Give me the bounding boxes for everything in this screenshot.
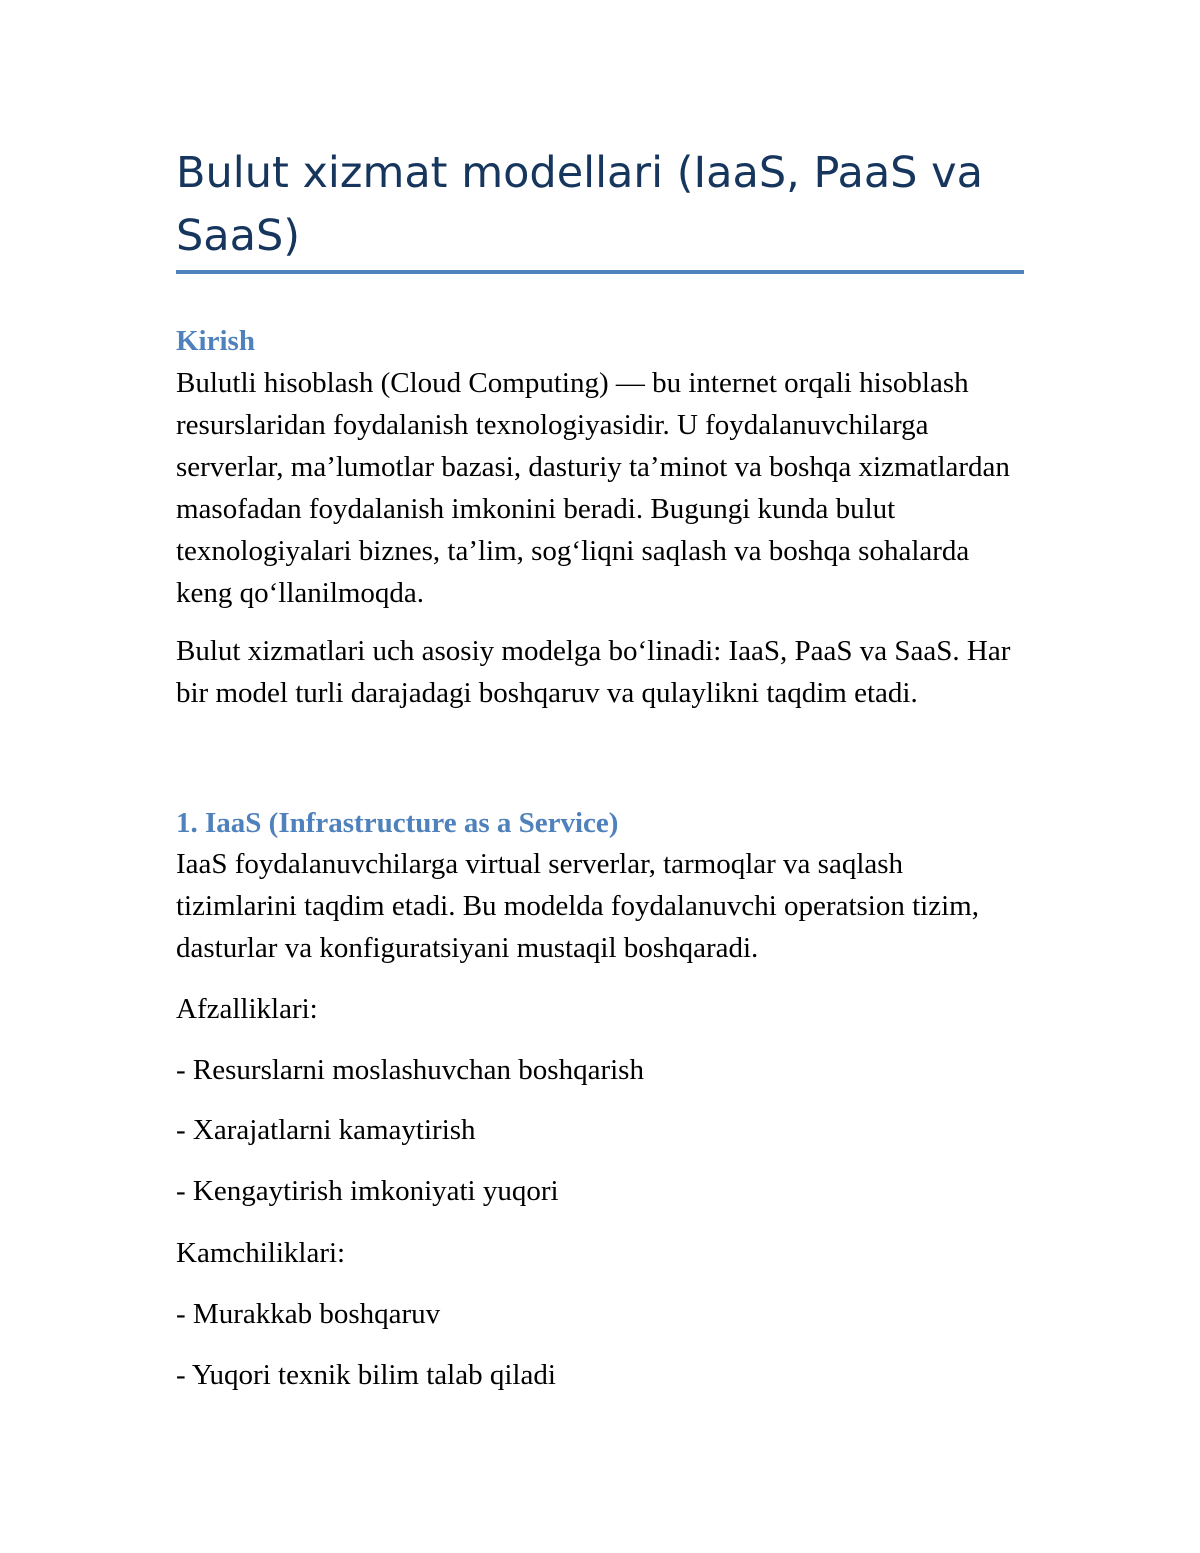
disadvantage-item: - Yuqori texnik bilim talab qiladi [176, 1359, 556, 1391]
disadvantages-label: Kamchiliklari: [176, 1237, 346, 1269]
title-underline [176, 270, 1024, 274]
document-title: Bulut xizmat modellari (IaaS, PaaS va SaaS) [176, 148, 983, 261]
intro-paragraph-1: Bulutli hisoblash (Cloud Computing) — bu internet orqali hisoblash resurslaridan foydalanish texnologiyasidir. U foydalanuvchilarga serverlar, ma’lumotlar bazasi, dasturiy ta’minot va boshqa xizmatlardan masofadan foydalanish imkonini beradi. Bugungi kunda bulut texnologiyalari biznes, ta’lim, sog‘liqni saqlash va boshqa sohalarda keng qo‘llanilmoqda. [176, 367, 1010, 609]
intro-paragraph-2: Bulut xizmatlari uch asosiy modelga bo‘linadi: IaaS, PaaS va SaaS. Har bir model turli darajadagi boshqaruv va qulaylikni taqdim etadi. [176, 635, 1011, 709]
advantage-item: - Kengaytirish imkoniyati yuqori [176, 1175, 559, 1207]
iaas-heading: 1. IaaS (Infrastructure as a Service) [176, 807, 619, 839]
advantage-item: - Resurslarni moslashuvchan boshqarish [176, 1054, 644, 1086]
advantages-label: Afzalliklari: [176, 993, 318, 1025]
advantage-item: - Xarajatlarni kamaytirish [176, 1114, 476, 1146]
disadvantage-item: - Murakkab boshqaruv [176, 1298, 441, 1330]
iaas-paragraph: IaaS foydalanuvchilarga virtual serverlar, tarmoqlar va saqlash tizimlarini taqdim etadi. Bu modelda foydalanuvchi operatsion tizim, dasturlar va konfiguratsiyani mustaqil boshqaradi. [176, 848, 979, 964]
intro-heading: Kirish [176, 325, 255, 357]
